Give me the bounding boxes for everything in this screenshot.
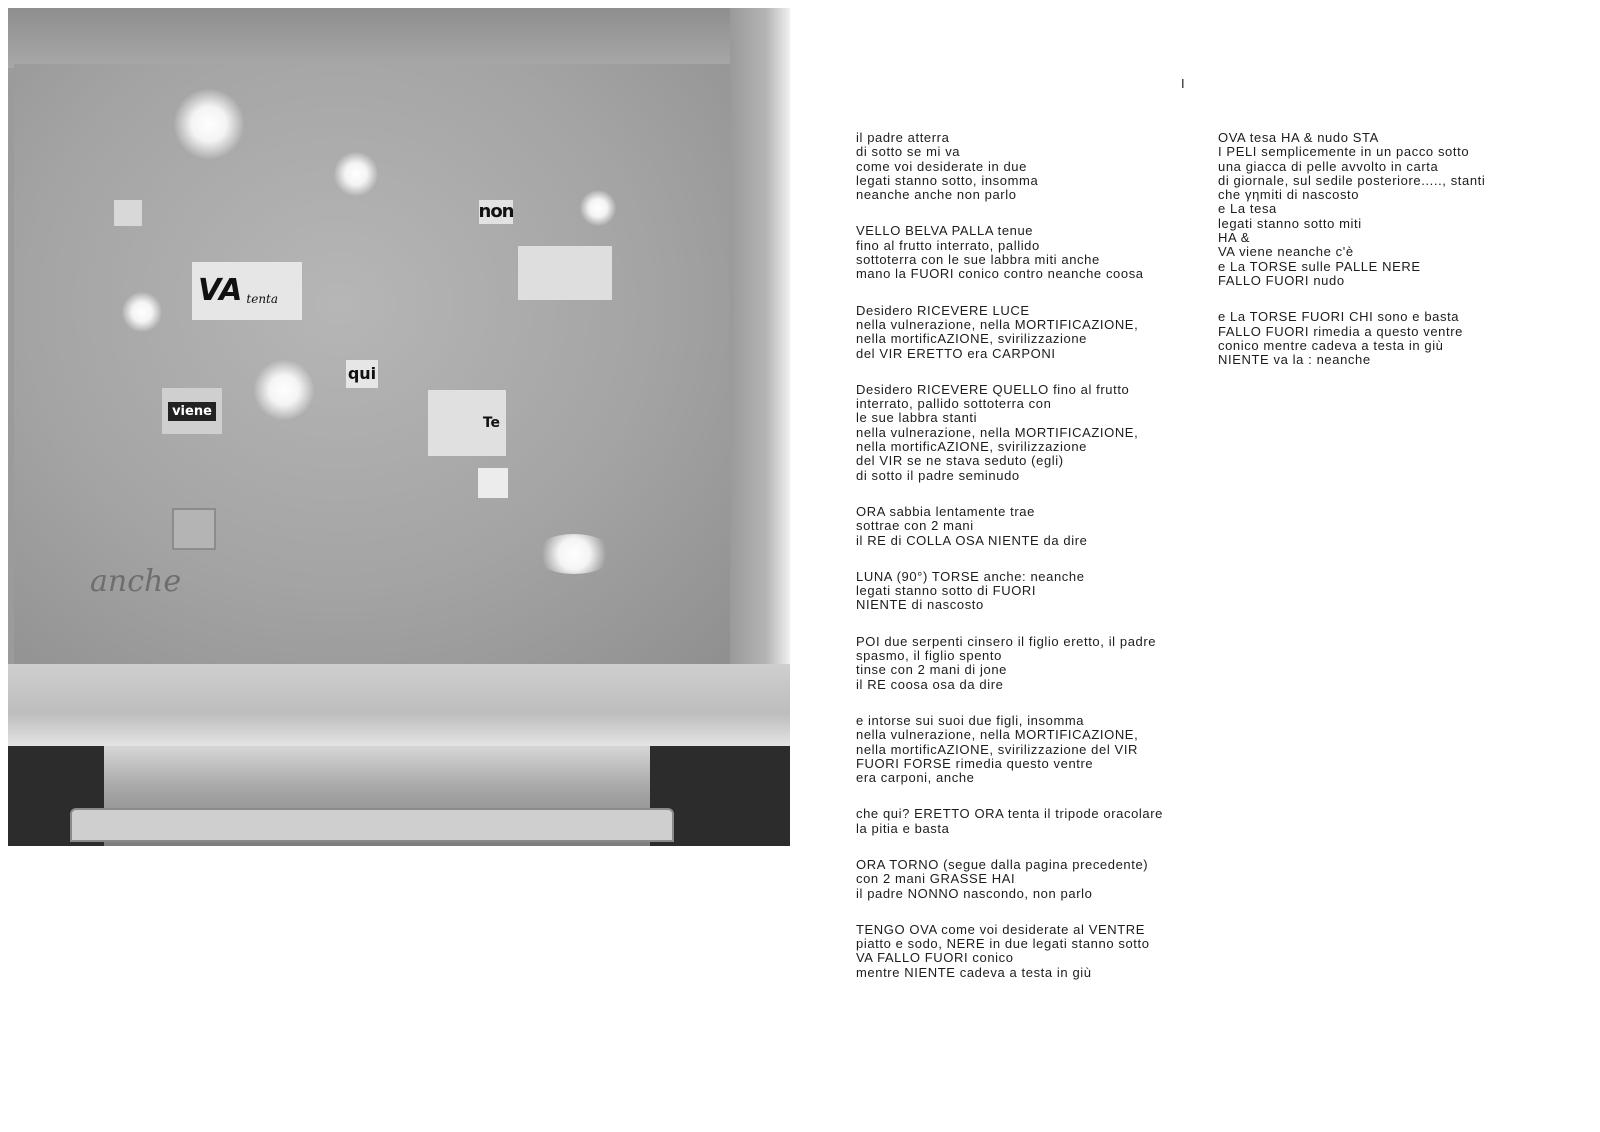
clipping-tenta-text: tenta bbox=[246, 292, 279, 306]
handwritten-anche: anche bbox=[90, 564, 182, 599]
clipping-va-text: VA bbox=[198, 273, 243, 308]
stanza: OVA tesa HA & nudo STA I PELI semplicemente in un pacco sotto una giacca di pelle avvolto in carta di giornale, sul sedile posteriore....., stanti che γηmiti di nascosto e La tesa legati stanno sotto miti HA & VA viene neanche c'è e La TORSE sulle PALLE NERE FALLO FUORI nudo bbox=[1218, 130, 1486, 288]
stanza: e intorse sui suoi due figli, insomma nella vulnerazione, nella MORTIFICAZIONE, nella mortificAZIONE, svirilizzazione del VIR FUORI FORSE rimedia questo ventre era carponi, anche bbox=[856, 712, 1139, 786]
clipping-viene-text: viene bbox=[168, 402, 216, 421]
poem-left-column bbox=[856, 131, 1196, 1002]
monitor-screen bbox=[14, 64, 739, 664]
stanza: il padre atterra di sotto se mi va come voi desiderate in due legati stanno sotto, insomma neanche anche non parlo bbox=[856, 130, 1039, 203]
clipping-dark-square bbox=[172, 508, 216, 550]
monitor-base bbox=[8, 664, 790, 746]
clipping-non bbox=[479, 200, 513, 224]
stanza: ORA TORNO (segue dalla pagina precedente) con 2 mani GRASSE HAI il padre NONNO nascondo, non parlo bbox=[856, 856, 1149, 901]
clipping-non-text: non bbox=[478, 201, 514, 222]
stanza: VELLO BELVA PALLA tenue fino al frutto interrato, pallido sottoterra con le sue labbra miti anche mano la FUORI conico contro neanche coosa bbox=[856, 223, 1144, 282]
stanza: Desidero RICEVERE LUCE nella vulnerazione, nella MORTIFICAZIONE, nella mortificAZIONE, svirilizzazione del VIR ERETTO era CARPONI bbox=[856, 302, 1139, 361]
clipping-te-text: Te bbox=[482, 415, 500, 431]
stanza: POI due serpenti cinsero il figlio eretto, il padre spasmo, il figlio spento tinse con 2 mani di jone il RE coosa osa da dire bbox=[856, 633, 1157, 692]
clipping-te bbox=[428, 390, 506, 456]
light-spot bbox=[174, 89, 244, 159]
clipping-va-tenta bbox=[192, 262, 302, 320]
stanza: Desidero RICEVERE QUELLO fino al frutto interrato, pallido sottoterra con le sue labbra stanti nella vulnerazione, nella MORTIFICAZIONE, nella mortificAZIONE, svirilizzazione del VIR se ne stava seduto (egli) di sotto il padre seminudo bbox=[856, 381, 1139, 483]
light-spot bbox=[534, 534, 614, 574]
clipping-viene bbox=[162, 388, 222, 434]
monitor-frame-top bbox=[8, 8, 790, 68]
light-spot bbox=[254, 360, 314, 420]
monitor-drive-bar bbox=[70, 808, 674, 842]
light-spot bbox=[580, 190, 616, 226]
clipping-qui-text: qui bbox=[347, 364, 377, 383]
stanza: ORA sabbia lentamente trae sottrae con 2 mani il RE di COLLA OSA NIENTE da dire bbox=[856, 503, 1088, 548]
stanza: e La TORSE FUORI CHI sono e basta FALLO FUORI rimedia a questo ventre conico mentre cadeva a testa in giù NIENTE va la : neanche bbox=[1218, 309, 1463, 368]
stanza: TENGO OVA come voi desiderate al VENTRE piatto e sodo, NERE in due legati stanno sotto VA FALLO FUORI conico mentre NIENTE cadeva a testa in giù bbox=[856, 921, 1150, 980]
page-marker: I bbox=[1181, 76, 1185, 91]
stanza: che qui? ERETTO ORA tenta il tripode oracolare la pitia e basta bbox=[856, 806, 1163, 836]
clipping-small-logo bbox=[114, 200, 142, 226]
clipping-wavy-label bbox=[518, 246, 612, 300]
monitor-screen-edge bbox=[730, 8, 790, 768]
collage-photo bbox=[8, 8, 790, 846]
light-spot bbox=[334, 152, 378, 196]
stanza: LUNA (90°) TORSE anche: neanche legati stanno sotto di FUORI NIENTE di nascosto bbox=[856, 568, 1085, 613]
poem-right-column bbox=[1218, 131, 1538, 389]
clipping-qui bbox=[346, 360, 378, 388]
light-spot bbox=[122, 292, 162, 332]
clipping-small-square bbox=[478, 468, 508, 498]
